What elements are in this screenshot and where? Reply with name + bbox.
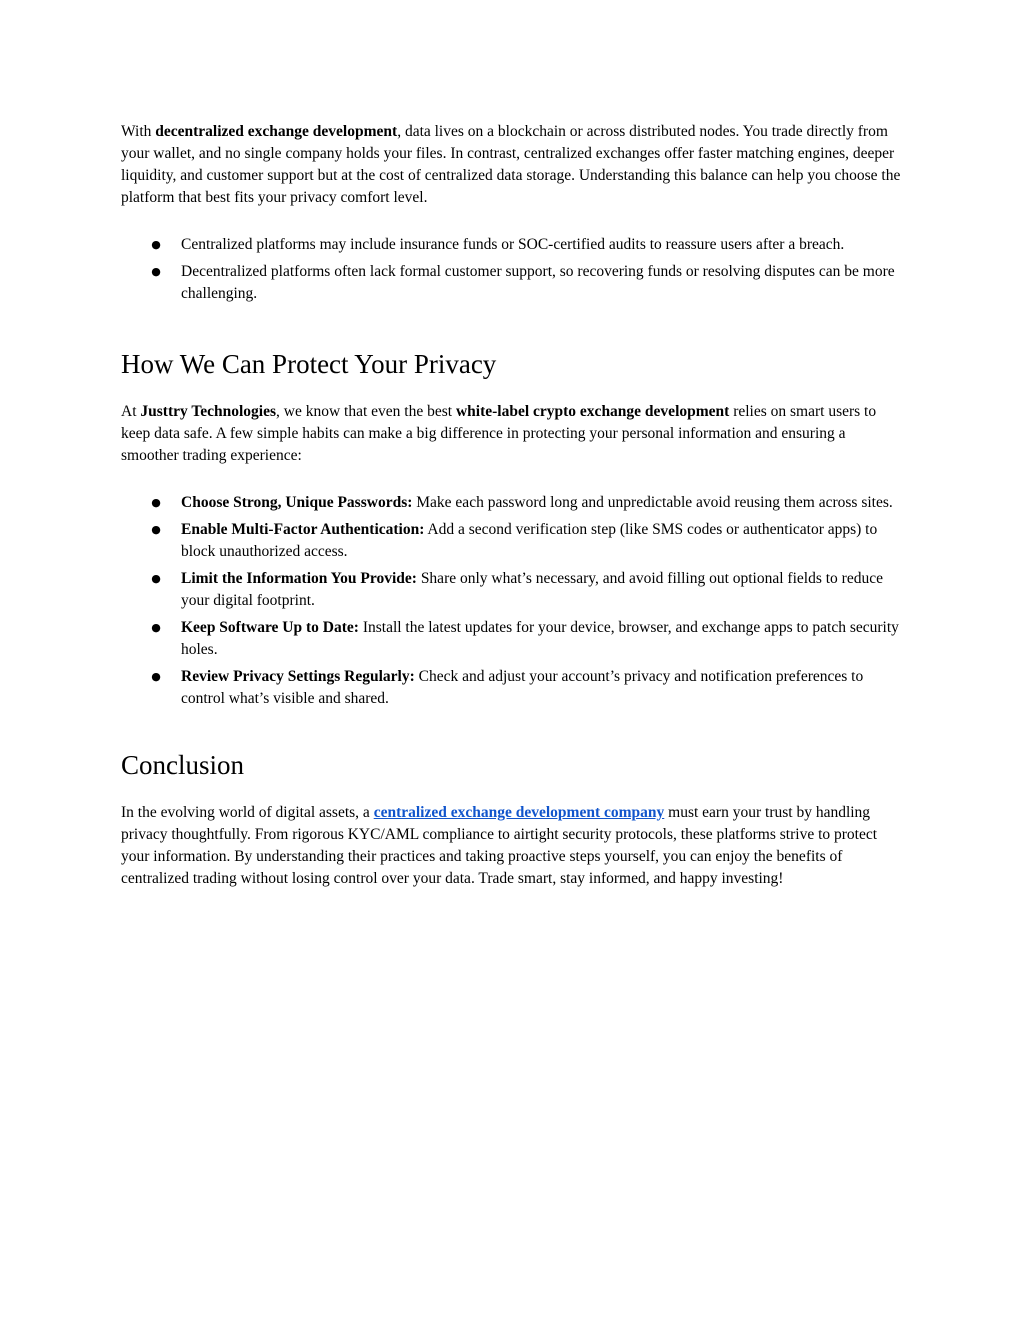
intro-text-1: With xyxy=(121,123,156,140)
privacy-text-2: , we know that even the best xyxy=(276,403,456,420)
tip-text: Share only what’s necessary, and avoid filling out optional fields to reduce your digital footprint. xyxy=(181,570,883,609)
privacy-tips-list xyxy=(121,492,906,710)
tip-text: Install the latest updates for your device, browser, and exchange apps to patch security holes. xyxy=(181,619,899,658)
intro-text-2: , data lives on a blockchain or across distributed nodes. You trade directly from your wallet, and no single company holds your files. In contrast, centralized exchanges offer faster matching engines, deeper liquidity, and customer support but at the cost of centralized data storage. Understanding this balance can help you choose the platform that best fits your privacy comfort level. xyxy=(121,123,901,206)
tip-title: Choose Strong, Unique Passwords: xyxy=(181,494,413,511)
document-page xyxy=(121,121,906,890)
tip-text: Check and adjust your account’s privacy and notification preferences to control what’s visible and shared. xyxy=(181,668,864,707)
tip-title: Limit the Information You Provide: xyxy=(181,570,417,587)
conclusion-text-1: In the evolving world of digital assets, a xyxy=(121,804,374,821)
bullet-icon: ● xyxy=(151,670,161,683)
list-item xyxy=(121,666,906,710)
conclusion-paragraph xyxy=(121,802,906,890)
section-heading-privacy: How We Can Protect Your Privacy xyxy=(121,349,497,379)
comparison-bullet-list xyxy=(121,234,906,305)
tip-title: Keep Software Up to Date: xyxy=(181,619,359,636)
bullet-icon: ● xyxy=(151,238,161,251)
tip-text: Add a second verification step (like SMS codes or authenticator apps) to block unauthorized access. xyxy=(181,521,878,560)
bullet-icon: ● xyxy=(151,621,161,634)
tip-text: Make each password long and unpredictable avoid reusing them across sites. xyxy=(412,494,893,511)
privacy-text-1: At xyxy=(121,403,141,420)
list-item-text: Decentralized platforms often lack formal customer support, so recovering funds or resolving disputes can be more challenging. xyxy=(181,263,895,302)
bullet-icon: ● xyxy=(151,265,161,278)
tip-title: Review Privacy Settings Regularly: xyxy=(181,668,415,685)
conclusion-text-2: must earn your trust by handling privacy thoughtfully. From rigorous KYC/AML compliance to airtight security protocols, these platforms strive to protect your information. By understanding their practices and taking proactive steps yourself, you can enjoy the benefits of centralized trading without losing control over your data. Trade smart, stay informed, and happy investing! xyxy=(121,804,878,887)
company-link[interactable]: centralized exchange development company xyxy=(373,804,665,821)
list-item xyxy=(121,519,906,563)
privacy-bold-term: white-label crypto exchange development xyxy=(455,403,730,420)
section-heading-conclusion: Conclusion xyxy=(121,750,245,780)
list-item xyxy=(121,492,906,514)
bullet-icon: ● xyxy=(151,572,161,585)
company-name: Justtry Technologies xyxy=(140,403,277,420)
bullet-icon: ● xyxy=(151,523,161,536)
privacy-text-3: relies on smart users to keep data safe. A few simple habits can make a big difference in protecting your personal information and ensuring a smoother trading experience: xyxy=(121,403,877,464)
intro-paragraph xyxy=(121,121,906,209)
privacy-paragraph xyxy=(121,401,906,467)
list-item-text: Centralized platforms may include insurance funds or SOC‑certified audits to reassure users after a breach. xyxy=(181,236,845,253)
list-item xyxy=(121,617,906,661)
intro-bold-term: decentralized exchange development xyxy=(155,123,398,140)
list-item xyxy=(121,568,906,612)
list-item xyxy=(121,261,906,305)
list-item xyxy=(121,234,906,256)
bullet-icon: ● xyxy=(151,496,161,509)
tip-title: Enable Multi‑Factor Authentication: xyxy=(181,521,425,538)
